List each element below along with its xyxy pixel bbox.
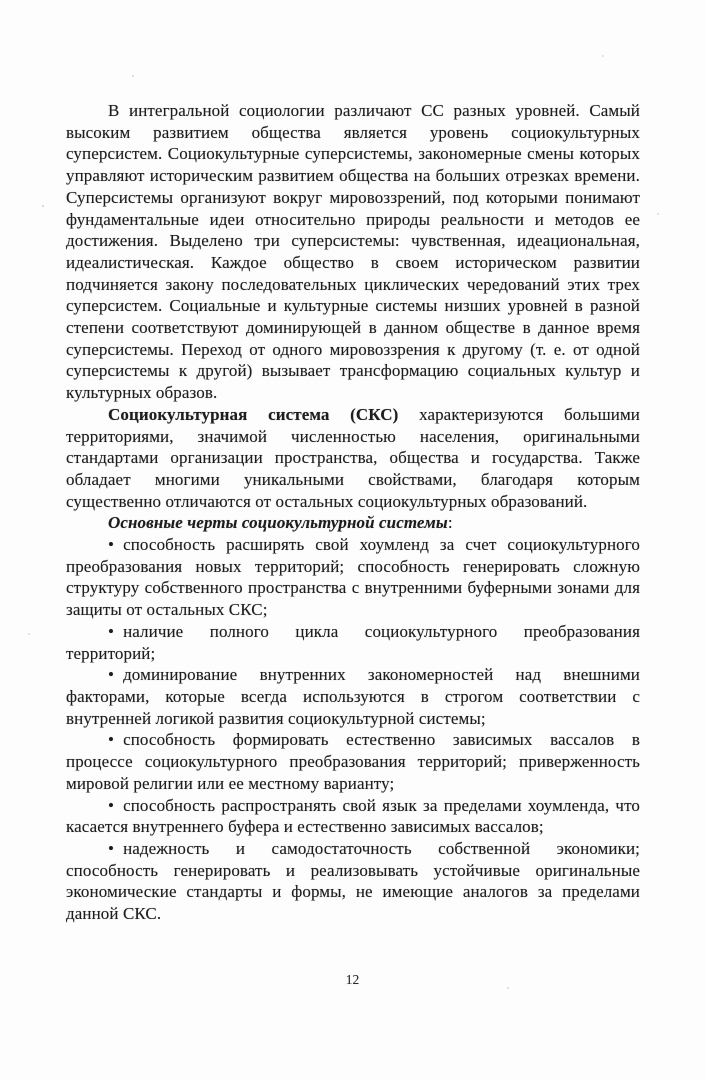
bullet-item [66, 838, 640, 925]
features-heading-colon: : [447, 513, 453, 533]
bullet-item-text: надежность и самодостаточность собственной экономики; способность генерировать и реализовывать устойчивые оригинальные экономические стандарты и формы, не имеющие аналогов за пределами данной СКС. [66, 838, 640, 924]
bullet-icon: • [108, 730, 115, 750]
bullet-icon: • [108, 795, 115, 815]
paragraph-sks-definition [66, 404, 640, 513]
bullet-item-text: способность расширять свой хоумленд за счет социокультурного преобразования новых территорий; способность генерировать сложную структуру собственного пространства с внутренними буферными зонами для защиты от остальных СКС; [66, 535, 640, 620]
scan-noise-specks [42, 205, 44, 207]
bullet-item-text: доминирование внутренних закономерностей над внешними факторами, которые всегда используются в строгом соответствии с внутренней логикой развития социокультурной системы; [66, 665, 640, 728]
bullet-item-text: способность распространять свой язык за пределами хоумленда, что касается внутреннего буфера и естественно зависимых вассалов; [66, 795, 640, 837]
features-heading-text: Основные черты социокультурной системы [108, 513, 448, 533]
bullet-item-text: наличие полного цикла социокультурного преобразования территорий; [66, 621, 640, 663]
bullet-item [66, 795, 640, 838]
bullet-icon: • [108, 665, 115, 685]
sks-definition-text: характеризуются большими территориями, значимой численностью населения, оригинальными стандартами организации пространства, общества и государства. Также обладает многими уникальными свойствами, благодаря которым существенно отличаются от остальных социокультурных образований. [66, 404, 641, 511]
bullet-item [66, 534, 640, 621]
paragraph-intro: В интегральной социологии различают СС разных уровней. Самый высоким развитием общества является уровень социокультурных суперсистем. Социокультурные суперсистемы, закономерные смены которых управляют историческим развитием общества на больших отрезках времени. Суперсистемы организуют вокруг мировоззрений, под которыми понимают фундаментальные идеи относительно природы реальности и методов ее достижения. Выделено три суперсистемы: чувственная, идеациональная, идеалистическая. Каждое общество в своем историческом развитии подчиняется закону последовательных циклических чередований этих трех суперсистем. Социальные и культурные системы низших уровней в разной степени соответствуют доминирующей в данном обществе в данное время суперсистемы. Переход от одного мировоззрения к другому (т. е. от одной суперсистемы к другой) вызывает трансформацию социальных культур и культурных образов. [66, 101, 640, 403]
bullet-item-text: способность формировать естественно зависимых вассалов в процессе социокультурного преобразования территорий; приверженность мировой религии или ее местному варианту; [66, 730, 640, 793]
page-text-block [66, 100, 640, 925]
bullet-icon: • [108, 535, 115, 555]
bullet-item [66, 621, 640, 664]
features-heading [66, 512, 640, 534]
bullet-icon: • [108, 838, 115, 858]
bullet-icon: • [108, 621, 115, 641]
bullet-item [66, 664, 640, 729]
page-number: 12 [345, 972, 360, 987]
sks-term-bold: Социокультурная система (СКС) [108, 404, 399, 424]
bullet-item [66, 729, 640, 794]
